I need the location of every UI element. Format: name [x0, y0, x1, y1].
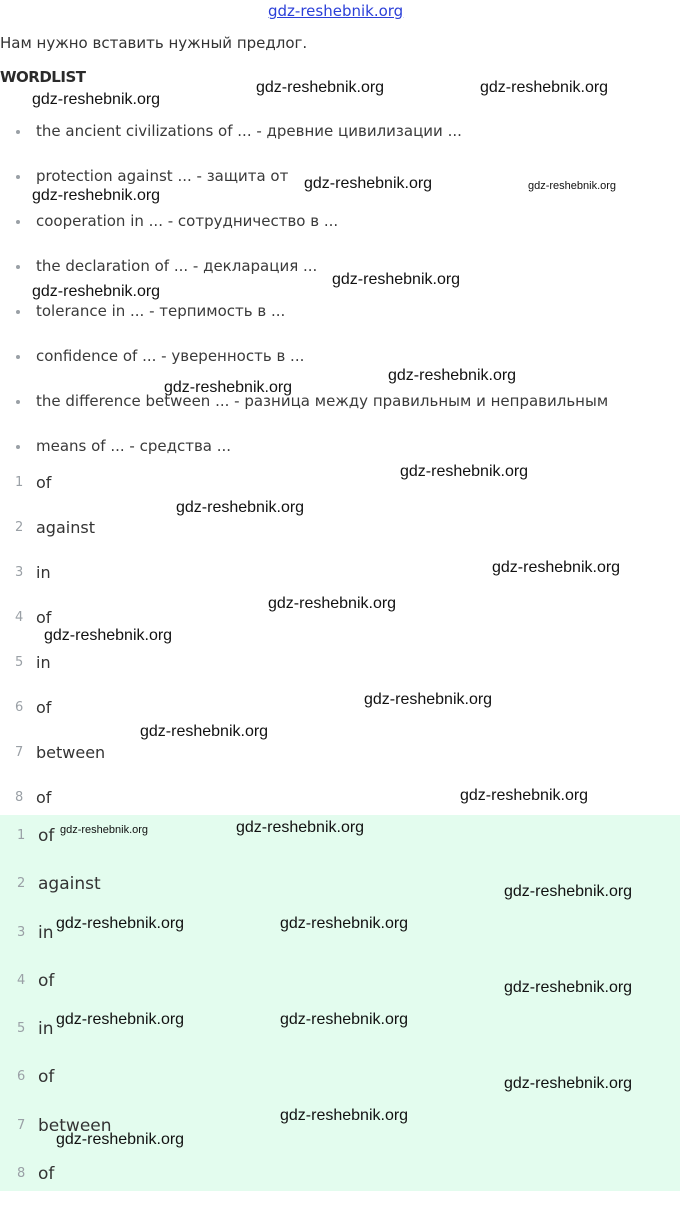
bullet-icon: [16, 220, 20, 224]
watermark: gdz-reshebnik.org: [176, 499, 305, 516]
watermark: gdz-reshebnik.org: [236, 819, 365, 836]
list-item: [0, 380, 680, 425]
item-number: 1: [15, 475, 24, 490]
watermark: gdz-reshebnik.org: [60, 824, 149, 836]
item-number: 8: [17, 1166, 26, 1182]
list-item: [0, 200, 680, 245]
watermark: gdz-reshebnik.org: [528, 180, 617, 192]
bullet-icon: [16, 265, 20, 269]
list-item: [0, 515, 680, 560]
watermark: gdz-reshebnik.org: [56, 915, 185, 932]
bullet-icon: [16, 175, 20, 179]
item-text: against: [38, 874, 101, 895]
exercise-list: [0, 470, 680, 830]
item-text: between: [38, 1115, 112, 1136]
item-text: between: [36, 743, 106, 762]
item-text: against: [36, 518, 95, 537]
item-number: 4: [15, 610, 24, 625]
item-number: 4: [17, 972, 26, 988]
item-number: 8: [15, 790, 24, 805]
item-text: in: [38, 1019, 54, 1040]
wordlist-heading: WORDLIST: [0, 68, 86, 86]
item-number: 5: [17, 1021, 26, 1037]
bullet-icon: [16, 310, 20, 314]
watermark: gdz-reshebnik.org: [400, 463, 529, 480]
watermark: gdz-reshebnik.org: [256, 79, 385, 96]
wordlist-item-text: the difference between ... - разница между правильным и неправильным: [36, 392, 609, 410]
list-item: [0, 335, 680, 380]
item-number: 6: [17, 1069, 26, 1085]
item-number: 2: [15, 520, 24, 535]
bullet-icon: [16, 355, 20, 359]
item-number: 6: [15, 700, 24, 715]
watermark: gdz-reshebnik.org: [56, 1011, 185, 1028]
watermark: gdz-reshebnik.org: [364, 691, 493, 708]
bullet-icon: [16, 130, 20, 134]
item-text: in: [36, 653, 51, 672]
watermark: gdz-reshebnik.org: [504, 979, 633, 996]
watermark: gdz-reshebnik.org: [32, 187, 161, 204]
site-link[interactable]: gdz-reshebnik.org: [268, 2, 404, 20]
item-number: 3: [15, 565, 24, 580]
list-item: [0, 695, 680, 740]
wordlist-item-text: means of ... - средства ...: [36, 437, 232, 455]
list-item: [0, 110, 680, 155]
item-number: 3: [17, 924, 26, 940]
watermark: gdz-reshebnik.org: [32, 91, 161, 108]
list-item: [0, 470, 680, 515]
watermark: gdz-reshebnik.org: [480, 79, 609, 96]
list-item: [0, 425, 680, 470]
watermark: gdz-reshebnik.org: [504, 883, 633, 900]
list-item: [0, 1158, 680, 1206]
watermark: gdz-reshebnik.org: [332, 271, 461, 288]
wordlist-item-text: protection against ... - защита от: [36, 167, 289, 185]
item-text: of: [38, 970, 55, 991]
wordlist-item-text: the declaration of ... - декларация ...: [36, 257, 318, 275]
item-text: of: [36, 608, 52, 627]
list-item: [0, 740, 680, 785]
watermark: gdz-reshebnik.org: [164, 379, 293, 396]
item-text: of: [38, 1164, 55, 1185]
watermark: gdz-reshebnik.org: [388, 367, 517, 384]
watermark: gdz-reshebnik.org: [280, 1107, 409, 1124]
item-text: of: [36, 698, 52, 717]
watermark: gdz-reshebnik.org: [460, 787, 589, 804]
watermark: gdz-reshebnik.org: [304, 175, 433, 192]
list-item: [0, 650, 680, 695]
wordlist-item-text: confidence of ... - уверенность в ...: [36, 347, 305, 365]
watermark: gdz-reshebnik.org: [504, 1075, 633, 1092]
wordlist-item-text: tolerance in ... - терпимость в ...: [36, 302, 286, 320]
watermark: gdz-reshebnik.org: [44, 627, 173, 644]
bullet-icon: [16, 445, 20, 449]
watermark: gdz-reshebnik.org: [492, 559, 621, 576]
item-text: of: [38, 826, 55, 846]
watermark: gdz-reshebnik.org: [268, 595, 397, 612]
watermark: gdz-reshebnik.org: [140, 723, 269, 740]
item-number: 7: [17, 1117, 26, 1133]
item-text: of: [36, 788, 52, 807]
item-number: 1: [17, 828, 26, 843]
watermark: gdz-reshebnik.org: [280, 915, 409, 932]
item-number: 7: [15, 745, 24, 760]
item-text: in: [36, 563, 51, 582]
watermark: gdz-reshebnik.org: [280, 1011, 409, 1028]
wordlist-item-text: the ancient civilizations of ... - древние цивилизации ...: [36, 122, 462, 140]
bullet-icon: [16, 400, 20, 404]
watermark: gdz-reshebnik.org: [32, 283, 161, 300]
item-text: of: [36, 473, 52, 492]
item-number: 2: [17, 876, 26, 892]
wordlist-item-text: cooperation in ... - сотрудничество в ...: [36, 212, 339, 230]
item-number: 5: [15, 655, 24, 670]
intro-text: Нам нужно вставить нужный предлог.: [0, 34, 308, 52]
watermark: gdz-reshebnik.org: [56, 1131, 185, 1148]
item-text: in: [38, 922, 54, 943]
item-text: of: [38, 1067, 55, 1088]
